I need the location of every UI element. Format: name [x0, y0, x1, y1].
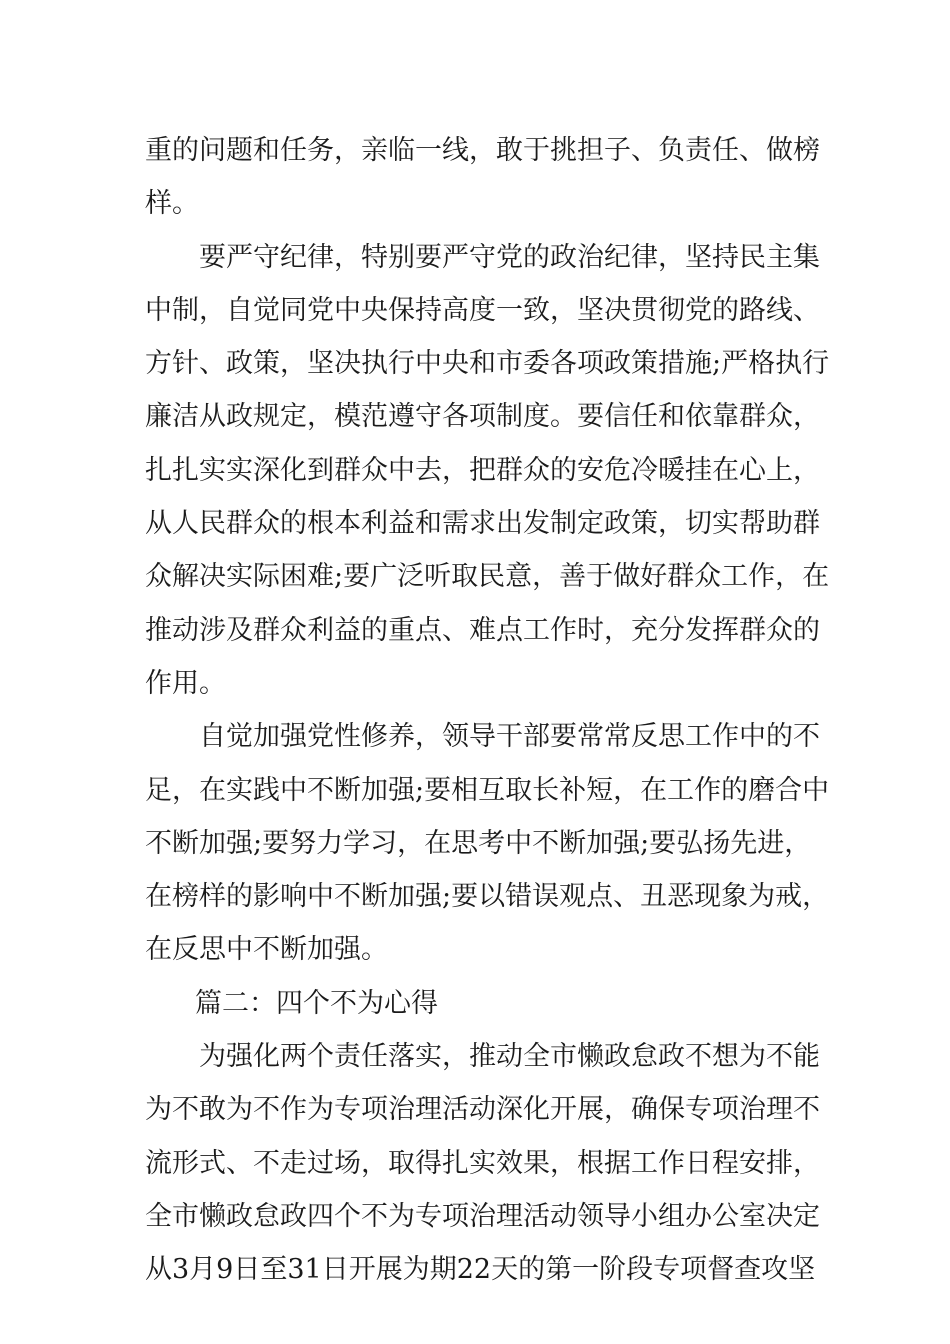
text-line: 为不敢为不作为专项治理活动深化开展，确保专项治理不 [145, 1094, 820, 1126]
section-heading: 篇二：四个不为心得 [195, 987, 438, 1019]
text-line: 在反思中不断加强。 [145, 934, 388, 966]
text-line: 方针、政策，坚决执行中央和市委各项政策措施;严格执行 [145, 348, 830, 380]
text-line: 在榜样的影响中不断加强;要以错误观点、丑恶现象为戒， [145, 881, 830, 913]
text-line: 重的问题和任务，亲临一线，敢于挑担子、负责任、做榜 [145, 135, 820, 166]
text-line: 流形式、不走过场，取得扎实效果，根据工作日程安排， [145, 1147, 820, 1179]
text-line: 中制，自觉同党中央保持高度一致，坚决贯彻党的路线、 [145, 294, 820, 326]
document-body [145, 124, 830, 1297]
paragraph-start: 自觉加强党性修养，领导干部要常常反思工作中的不 [199, 721, 820, 753]
text-line: 从人民群众的根本利益和需求出发制定政策，切实帮助群 [145, 508, 820, 540]
text-line: 众解决实际困难;要广泛听取民意，善于做好群众工作，在 [145, 561, 830, 593]
text-line: 样。 [145, 188, 199, 220]
text-line: 不断加强;要努力学习，在思考中不断加强;要弘扬先进， [145, 827, 812, 859]
paragraph-start: 要严守纪律，特别要严守党的政治纪律，坚持民主集 [199, 241, 820, 273]
text-line: 从3月9日至31日开展为期22天的第一阶段专项督查攻坚 [145, 1254, 816, 1286]
text-line: 全市懒政怠政四个不为专项治理活动领导小组办公室决定 [145, 1200, 820, 1232]
text-line: 推动涉及群众利益的重点、难点工作时，充分发挥群众的 [145, 614, 820, 646]
text-line: 作用。 [145, 667, 226, 699]
paragraph-start: 为强化两个责任落实，推动全市懒政怠政不想为不能 [199, 1041, 820, 1073]
text-line: 足，在实践中不断加强;要相互取长补短，在工作的磨合中 [145, 774, 830, 806]
text-line: 廉洁从政规定，模范遵守各项制度。要信任和依靠群众， [145, 401, 820, 433]
text-line: 扎扎实实深化到群众中去，把群众的安危冷暖挂在心上， [145, 454, 820, 486]
